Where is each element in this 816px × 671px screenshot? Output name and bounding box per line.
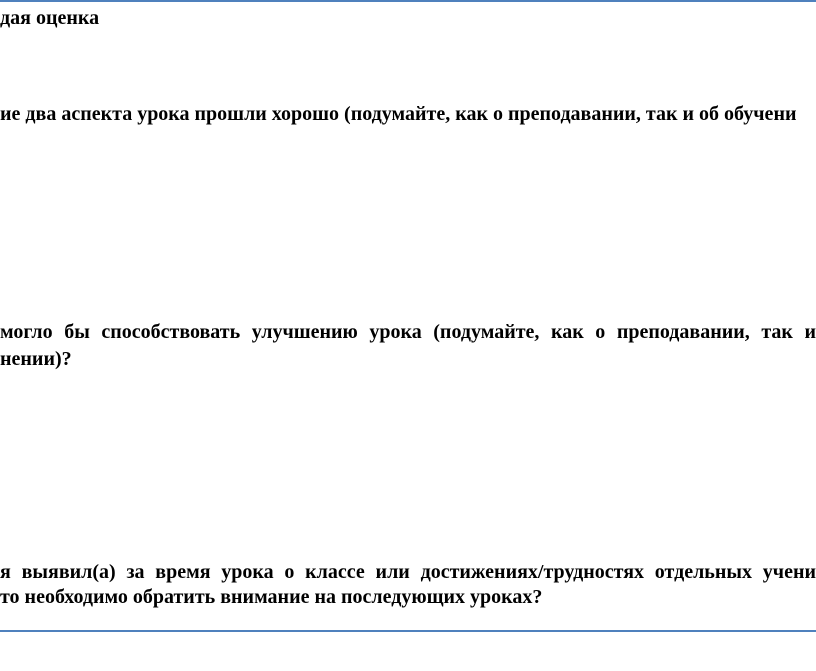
question-3-line-1: я выявил(а) за время урока о классе или достижениях/трудностях отдельных учени (0, 561, 816, 583)
question-2-line-2: нении)? (0, 348, 72, 370)
top-rule (0, 0, 816, 2)
question-3-line-2: то необходимо обратить внимание на последующих уроках? (0, 586, 543, 608)
page-title: дая оценка (0, 7, 100, 29)
bottom-rule (0, 630, 816, 632)
question-2-line-1: могло бы способствовать улучшению урока (подумайте, как о преподавании, так и (0, 321, 816, 343)
question-1: ие два аспекта урока прошли хорошо (подумайте, как о преподавании, так и об обучени (0, 103, 797, 125)
